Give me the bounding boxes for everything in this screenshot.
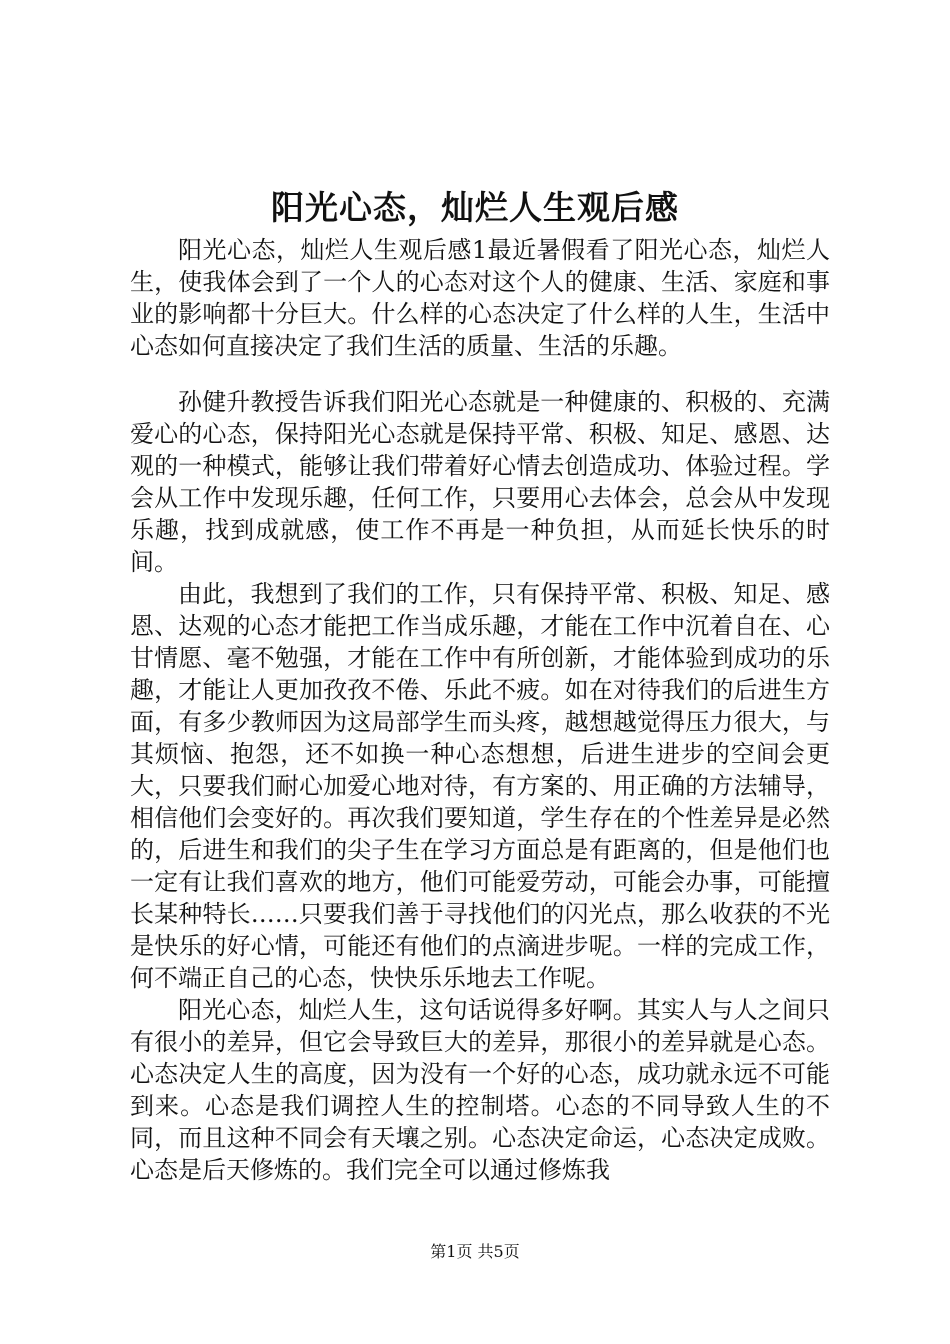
page-footer: 第1页 共5页: [430, 1242, 520, 1261]
paragraph: 孙健升教授告诉我们阳光心态就是一种健康的、积极的、充满爱心的心态，保持阳光心态就是保持平常、积极、知足、感恩、达观的一种模式，能够让我们带着好心情去创造成功、体验过程。学会从工作中发现乐趣，任何工作，只要用心去体会，总会从中发现乐趣，找到成就感，使工作不再是一种负担，从而延长快乐的时间。: [130, 388, 830, 576]
document-title: 阳光心态，灿烂人生观后感: [271, 188, 679, 227]
document-body: [130, 234, 830, 1184]
paragraph: 由此，我想到了我们的工作，只有保持平常、积极、知足、感恩、达观的心态才能把工作当成乐趣，才能在工作中沉着自在、心甘情愿、毫不勉强，才能在工作中有所创新，才能体验到成功的乐趣，才能让人更加孜孜不倦、乐此不疲。如在对待我们的后进生方面，有多少教师因为这局部学生而头疼，越想越觉得压力很大，与其烦恼、抱怨，还不如换一种心态想想，后进生进步的空间会更大，只要我们耐心加爱心地对待，有方案的、用正确的方法辅导，相信他们会变好的。再次我们要知道，学生存在的个性差异是必然的，后进生和我们的尖子生在学习方面总是有距离的，但是他们也一定有让我们喜欢的地方，他们可能爱劳动，可能会办事，可能擅长某种特长……只要我们善于寻找他们的闪光点，那么收获的不光是快乐的好心情，可能还有他们的点滴进步呢。一样的完成工作，何不端正自己的心态，快快乐乐地去工作呢。: [130, 580, 830, 992]
paragraph: 阳光心态，灿烂人生，这句话说得多好啊。其实人与人之间只有很小的差异，但它会导致巨大的差异，那很小的差异就是心态。心态决定人生的高度，因为没有一个好的心态，成功就永远不可能到来。心态是我们调控人生的控制塔。心态的不同导致人生的不同，而且这种不同会有天壤之别。心态决定命运，心态决定成败。心态是后天修炼的。我们完全可以通过修炼我: [130, 996, 830, 1184]
paragraph: 阳光心态，灿烂人生观后感1最近暑假看了阳光心态，灿烂人生，使我体会到了一个人的心态对这个人的健康、生活、家庭和事业的影响都十分巨大。什么样的心态决定了什么样的人生，生活中心态如何直接决定了我们生活的质量、生活的乐趣。: [130, 236, 830, 360]
paragraph-spacer: [130, 362, 830, 386]
